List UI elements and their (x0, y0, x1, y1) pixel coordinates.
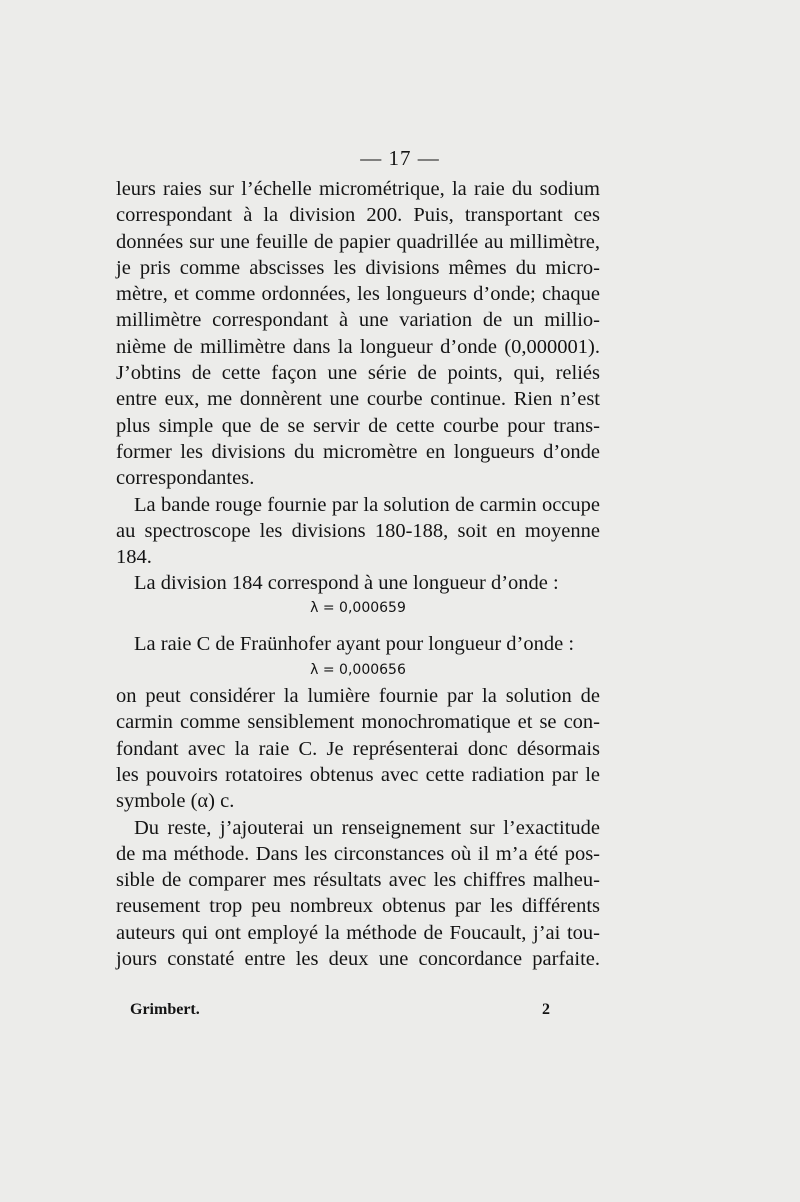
text-line: les pouvoirs rotatoires obtenus avec cette radiation par le (116, 763, 600, 786)
text-line: J’obtins de cette façon une série de points, qui, reliés (116, 362, 600, 385)
text-line: jours constaté entre les deux une concordance parfaite. (116, 948, 600, 971)
text-line: leurs raies sur l’échelle micrométrique, la raie du sodium (116, 178, 600, 200)
text-line: mètre, et comme ordonnées, les longueurs d’onde; chaque (116, 283, 600, 306)
body-text (116, 176, 600, 972)
text-line: plus simple que de se servir de cette courbe pour trans- (116, 414, 600, 437)
text-line: données sur une feuille de papier quadrillée au millimètre, (116, 230, 600, 253)
text-line: je pris comme abscisses les divisions mêmes du micro- (116, 256, 600, 279)
text-line: nième de millimètre dans la longueur d’onde (0,000001). (116, 335, 600, 358)
page-number: — 17 — (360, 146, 440, 170)
sheet-number: 2 (542, 1001, 550, 1018)
text-line: La division 184 correspond à une longueur d’onde : (134, 572, 559, 595)
text-line: fondant avec la raie C. Je représenterai donc désormais (116, 737, 600, 760)
text-line: au spectroscope les divisions 180-188, soit en moyenne (116, 519, 600, 542)
text-line: auteurs qui ont employé la méthode de Foucault, j’ai tou- (116, 921, 600, 944)
text-line: de ma méthode. Dans les circonstances où il m’a été pos- (116, 842, 600, 865)
formula: λ = 0,000656 (310, 662, 406, 679)
text-line: correspondant à la division 200. Puis, transportant ces (116, 204, 600, 227)
formula: λ = 0,000659 (310, 599, 406, 616)
text-line: correspondantes. (116, 467, 255, 490)
text-line: symbole (α) c. (116, 790, 235, 813)
text-line: La raie C de Fraünhofer ayant pour longueur d’onde : (134, 632, 575, 655)
text-line: sible de comparer mes résultats avec les chiffres malheu- (116, 869, 600, 892)
text-line: entre eux, me donnèrent une courbe continue. Rien n’est (116, 388, 600, 411)
text-line: 184. (116, 546, 152, 569)
text-line: on peut considérer la lumière fournie par la solution de (116, 685, 600, 708)
text-line: millimètre correspondant à une variation de un millio- (116, 309, 600, 332)
spacer (116, 623, 600, 631)
text-line: Du reste, j’ajouterai un renseignement sur l’exactitude (134, 816, 600, 839)
text-line: former les divisions du micromètre en longueurs d’onde (116, 440, 600, 463)
printer-signature: Grimbert. (130, 1001, 200, 1018)
text-line: carmin comme sensiblement monochromatique et se con- (116, 711, 600, 734)
text-line: La bande rouge fournie par la solution de carmin occupe (134, 493, 600, 516)
text-line: reusement trop peu nombreux obtenus par les différents (116, 895, 600, 918)
